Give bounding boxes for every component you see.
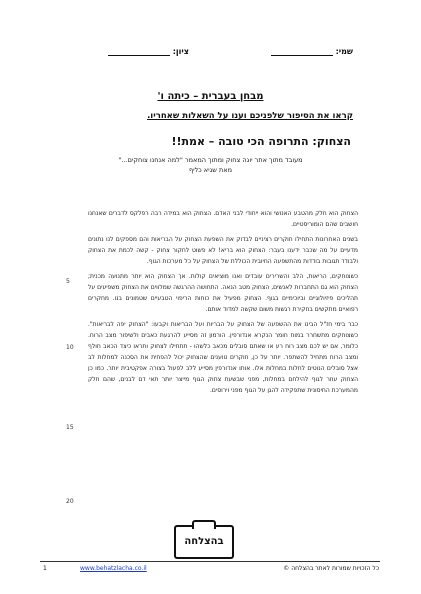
paragraph-4: כבר בימי חז"ל הבינו את ההשפעה של הצחוק על הבריות ועל הבריאות וקבעו: "הצחוק יפה לבריאות". כשצוחקים מתשחרר במוח חומר הנקרא אנדורפין. הורמון זה מסייע להרגעת כאבים ולשיפור מצב הרוח. כלומר, אם יש לכם מצב רוח רע או שאתם סובלים מכאב כלשהו - תתחילו לצחוק ותראו כיצד הכאב חולף ומצב הרוח מתחיל להשתפר. יותר על כן, חוקרים טוענים שהצחוק יכול להפחית את הסכנה למחלות לב אצל סובלים הנוטים לחלות במחלות אלו. אותו אנדורפין מסייע ללב לפעול בצורה אפקטיבית יותר. כמו כן הצחוק עוזר לגוף להילחם במחלות, מפני שבשעת צחוק הגוף מייצר יותר תאי דם לבנים, שהם חלק מהמערכת החיסונית שתפקידה להגן על הגוף מפני וירוסים.	[88, 321, 358, 394]
name-field[interactable]	[269, 47, 353, 56]
article-body	[88, 208, 358, 400]
name-blank-line[interactable]	[271, 48, 333, 56]
page-number: 1	[43, 565, 47, 572]
copyright-text: כל הזכויות שמורות לאתר בהצלחה ©	[283, 565, 379, 572]
line-number: 20	[66, 498, 74, 505]
instruction-text: קראו את הסיפור שלפניכם וענו על השאלות שאחריו.	[147, 111, 353, 121]
article-title: הצחוק: התרופה הכי טובה – אמת!!	[171, 135, 351, 148]
grade-label: ציון:	[172, 47, 189, 56]
line-number: 5	[66, 278, 70, 285]
name-label: שמי:	[335, 47, 353, 56]
logo-text: בהצלחה	[184, 536, 224, 547]
logo-briefcase-handle	[192, 520, 216, 529]
paragraph-1: הצחוק הוא חלק מהטבע האנושי והוא ייחודי לבני האדם. הצחוק הוא במידה רבה רפלקס לדברים שאנחנו חושבים שהם הומוריסטיים.	[88, 210, 358, 228]
line-number: 15	[66, 424, 74, 431]
site-link[interactable]: www.behatzlacha.co.il	[80, 565, 147, 572]
article-author-line: מאת שגיא כליף	[189, 166, 232, 174]
grade-field[interactable]	[106, 47, 189, 56]
paragraph-2: בשנים האחרונות התחילו חוקרים רציניים לבדוק את השפעת הצחוק על הבריאות והם מספקים לנו נתונים מדעיים על מה שכבר ידענו בעבר: הצחוק הוא בריא! לא פשוט לחקור צחוק - קשה לכמת את הצחוק ולבודד תגובות בודדות מהתשפעה החיובית הכוללת של הצחוק על כל מערכות הגוף.	[88, 236, 358, 265]
exam-title: מבחן בעברית – כיתה ו'	[157, 91, 264, 102]
grade-blank-line[interactable]	[108, 48, 170, 56]
paragraph-3: כשצוחקים, הריאות, הלב והשרירים עובדים ואנו מוציאים קולות. אך הצחוק הוא יותר מתנועה מכנית; הצחוק הוא גם התחברות לאנשים, הצחוק מטב הנאה. התחושה ההרגשה שמלווים את הצחוק משפיעים על תהליכים פיזיולוגיים וביוכימיים בגוף. הצחוק מפעיל את כוחות הריפוי הטבעיים שטמונים בנו. מחקרים רפואיים מתקשים בחקירת רגשות משום שקשה למדוד אותם.	[88, 273, 358, 313]
line-number: 10	[66, 344, 74, 351]
behatzlacha-logo	[174, 525, 234, 559]
article-source-line: מעובד מתוך אתר יוגה צחוק ומתוך המאמר "למה אנחנו צוחקים..."	[118, 156, 303, 164]
footer-divider	[40, 561, 380, 562]
